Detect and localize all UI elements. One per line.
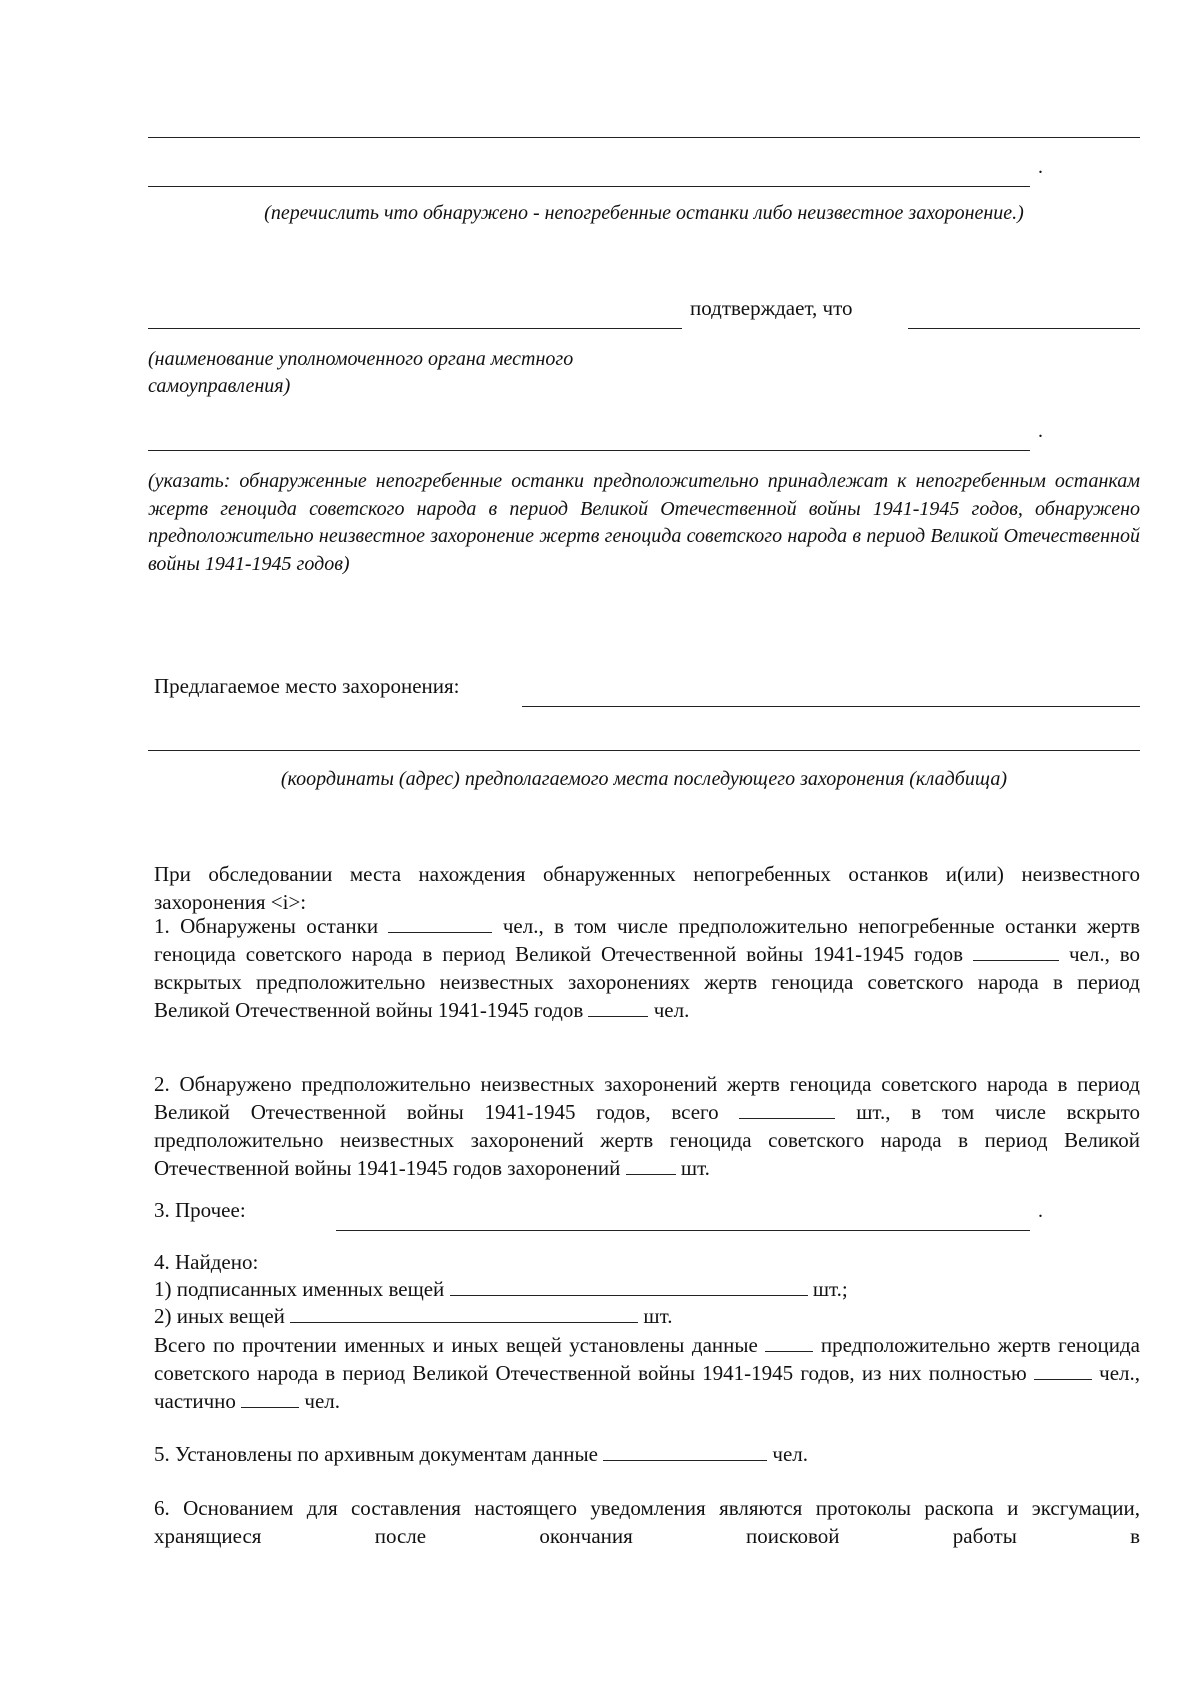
item-3-label: 3. Прочее: — [154, 1198, 246, 1222]
note-coordinates: (координаты (адрес) предполагаемого места последующего захоронения (кладбища) — [280, 768, 1008, 790]
blank-line-confirms[interactable] — [908, 328, 1140, 329]
blank-graves-opened[interactable] — [626, 1156, 676, 1175]
item-4-title: 4. Найдено: — [154, 1250, 259, 1274]
period-mark: . — [1038, 1200, 1043, 1222]
item-2 — [154, 1070, 1140, 1182]
item-2-text-a: 2. Обнаружено предположительно неизвестных захоронений жертв геноцида советского народа в период Великой Отечественной войны 1941-1945 годов, всего — [154, 1072, 1140, 1124]
item-4-total-d: чел. — [304, 1389, 341, 1413]
blank-fully-identified[interactable] — [1034, 1361, 1092, 1380]
blank-partially-identified[interactable] — [241, 1389, 299, 1408]
item-5-text-b: чел. — [772, 1442, 809, 1466]
blank-graves-total[interactable] — [739, 1100, 835, 1119]
blank-line-specify[interactable] — [148, 450, 1030, 451]
item-2-text-c: шт. — [680, 1156, 710, 1180]
blank-archive-count[interactable] — [603, 1442, 767, 1461]
blank-line-other[interactable] — [336, 1230, 1030, 1231]
confirms-text: подтверждает, что — [690, 296, 853, 320]
item-4-total — [154, 1331, 1140, 1415]
item-1-text-c: чел., во вскрытых предположительно неизвестных захоронениях жертв геноцида советского народа в период Великой Отечественной войны 1941-1945 годов — [154, 942, 1141, 1022]
period-mark: . — [1038, 156, 1043, 178]
item-4-other-row — [154, 1304, 672, 1329]
item-2-text-b: шт., в том числе вскрыто предположительно неизвестных захоронений жертв геноцида советского народа в период Великой Отечественной войны 1941-1945 годов захоронений — [154, 1100, 1140, 1180]
item-4-signed-unit: шт.; — [812, 1277, 848, 1301]
blank-line-authority[interactable] — [148, 328, 682, 329]
item-5-text-a: 5. Установлены по архивным документам данные — [154, 1442, 598, 1466]
period-mark: . — [1038, 420, 1043, 442]
note-found: (перечислить что обнаружено - непогребенные останки либо неизвестное захоронение.) — [264, 202, 1024, 224]
note-specify: (указать: обнаруженные непогребенные останки предположительно принадлежат к непогребенным останкам жертв геноцида советского народа в период Великой Отечественной войны 1941-1945 годов, обнаружено предположительно неизвестное захоронение жертв геноцида советского народа в период Великой Отечественной войны 1941-1945 годов) — [148, 470, 1140, 575]
item-1-text-b: чел., в том числе предположительно непогребенные останки жертв геноцида советского народа в период Великой Отечественной войны 1941-1945 годов — [154, 914, 1140, 966]
blank-unburied-count[interactable] — [973, 942, 1059, 961]
blank-line-proposed-place-2[interactable] — [148, 750, 1140, 751]
blank-line-proposed-place[interactable] — [522, 706, 1140, 707]
item-4-total-a: Всего по прочтении именных и иных вещей установлены данные — [154, 1333, 758, 1357]
item-4-total-c: чел., частично — [154, 1361, 1141, 1413]
blank-identified-count[interactable] — [765, 1333, 813, 1352]
blank-line-found[interactable] — [148, 186, 1030, 187]
item-4-total-b: предположительно жертв геноцида советского народа в период Великой Отечественной войны 1941-1945 годов, из них полностью — [154, 1333, 1140, 1385]
item-4-other-unit: шт. — [643, 1304, 673, 1328]
blank-remains-count[interactable] — [388, 914, 492, 933]
blank-signed-items[interactable] — [450, 1277, 808, 1296]
item-4-signed-label: 1) подписанных именных вещей — [154, 1277, 445, 1301]
blank-other-items[interactable] — [290, 1304, 638, 1323]
item-4-signed-row — [154, 1277, 848, 1302]
item-6: 6. Основанием для составления настоящего уведомления являются протоколы раскопа и эксгумации, хранящиеся после окончания поисковой работы в — [154, 1496, 1140, 1548]
item-1-text-d: чел. — [653, 998, 690, 1022]
item-5 — [154, 1442, 808, 1467]
note-authority: (наименование уполномоченного органа местного самоуправления) — [148, 348, 574, 397]
proposed-place-label: Предлагаемое место захоронения: — [154, 674, 460, 698]
blank-line-top[interactable] — [148, 137, 1140, 138]
item-1-text-a: 1. Обнаружены останки — [154, 914, 379, 938]
blank-opened-graves-count[interactable] — [588, 998, 648, 1017]
item-4-other-label: 2) иных вещей — [154, 1304, 285, 1328]
item-1 — [154, 912, 1140, 1024]
survey-intro: При обследовании места нахождения обнаруженных непогребенных останков и(или) неизвестного захоронения <i>: — [154, 862, 1140, 914]
